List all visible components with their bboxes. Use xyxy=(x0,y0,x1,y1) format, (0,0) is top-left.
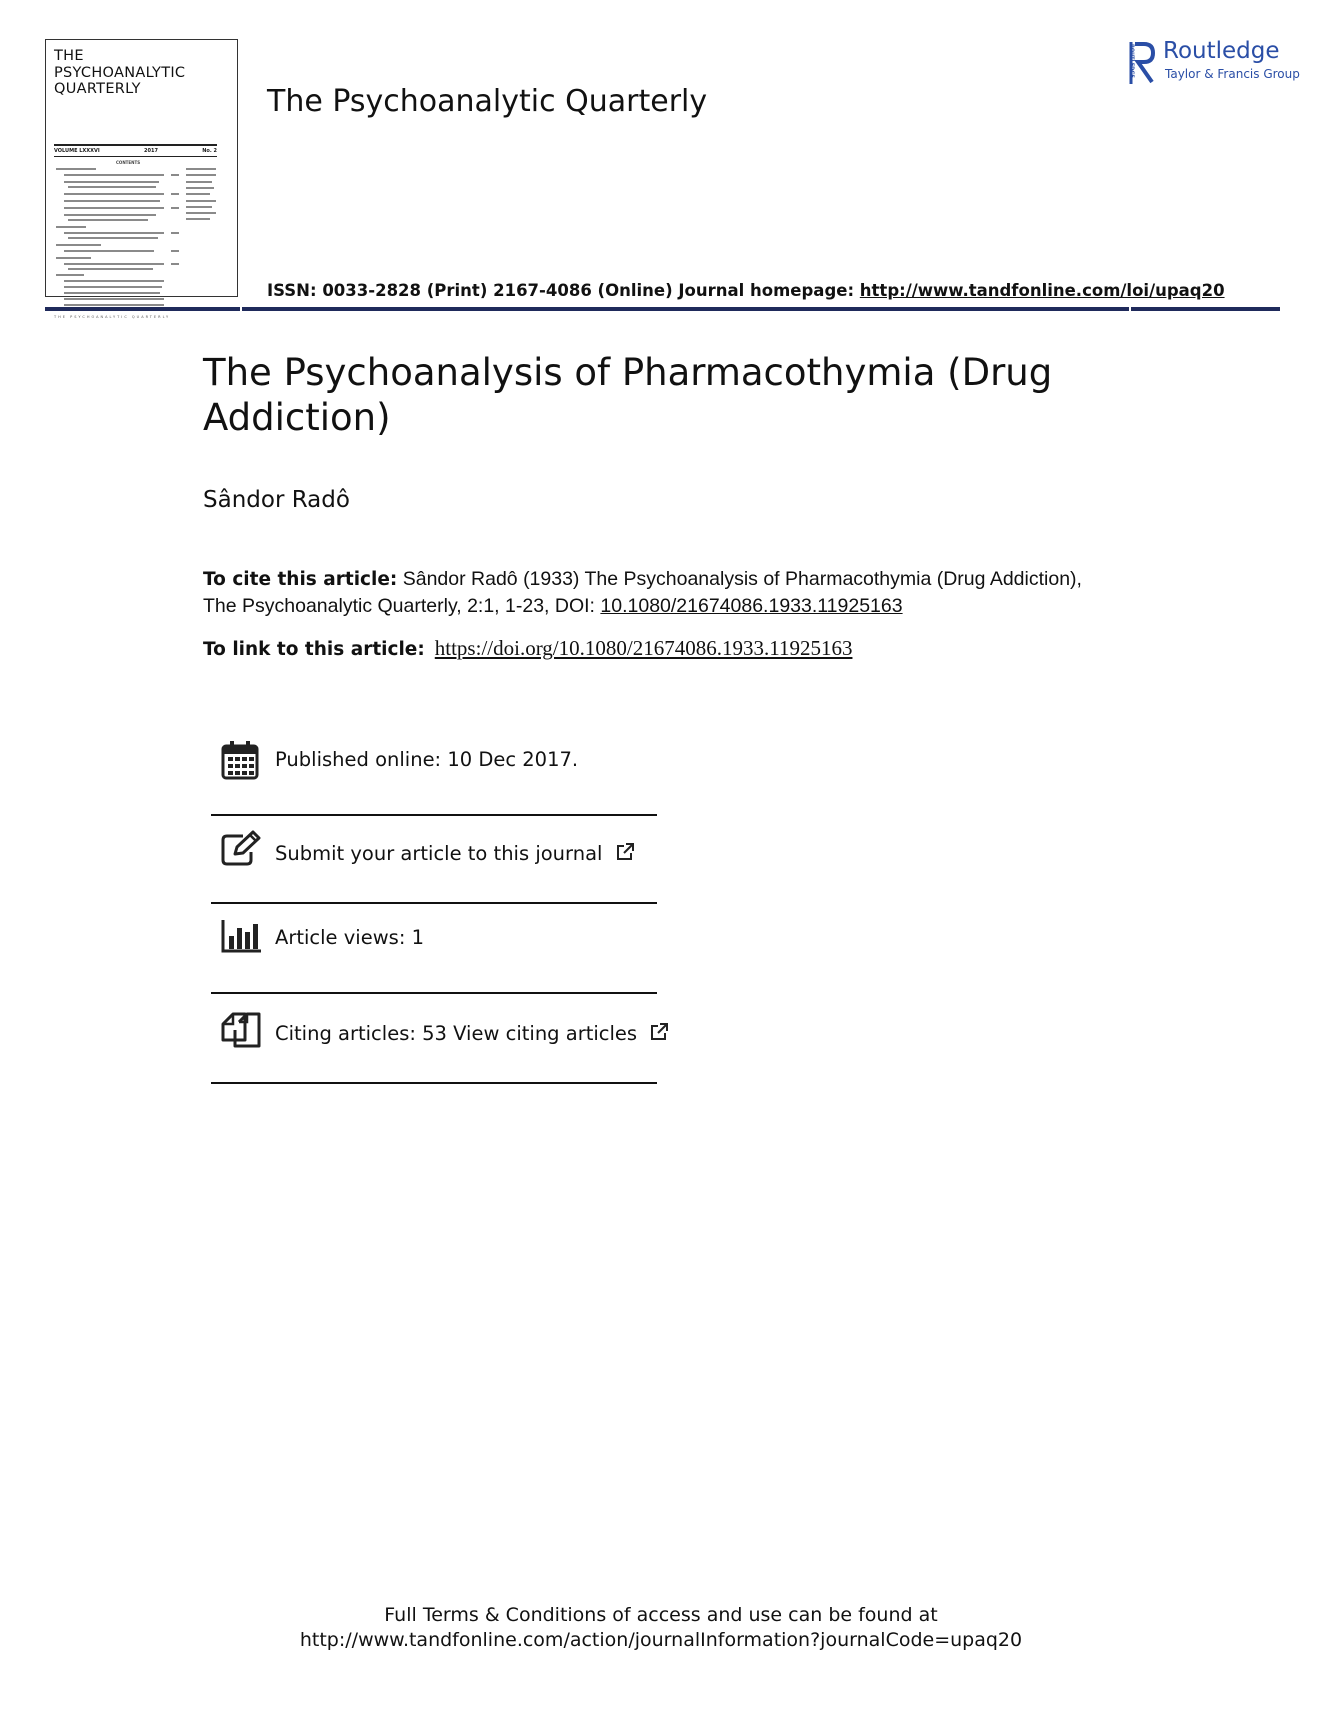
citation-doi-link[interactable]: 10.1080/21674086.1933.11925163 xyxy=(600,595,903,617)
cover-toc-page xyxy=(171,263,179,265)
cover-toc-page xyxy=(171,174,179,176)
published-row xyxy=(211,740,657,784)
divider xyxy=(211,902,657,904)
cover-toc-line xyxy=(56,168,96,170)
cover-editors-line xyxy=(186,187,214,189)
cover-contents-label: CONTENTS xyxy=(116,160,141,165)
cover-toc-line xyxy=(64,200,160,202)
divider xyxy=(211,1082,657,1084)
divider xyxy=(211,814,657,816)
divider xyxy=(211,992,657,994)
routledge-mark-icon xyxy=(1127,40,1157,86)
cover-toc-line xyxy=(64,280,164,282)
article-link-row xyxy=(203,636,852,661)
cover-toc-line xyxy=(68,219,148,221)
cover-toc-line xyxy=(64,232,164,234)
logo-mark-text: ROUTLEDGE xyxy=(1128,44,1135,78)
external-link-icon xyxy=(649,1022,669,1042)
routledge-logo[interactable] xyxy=(1127,38,1300,88)
cover-toc-line xyxy=(64,286,162,288)
cover-toc-line xyxy=(64,298,164,300)
cover-toc-line xyxy=(68,268,153,270)
cover-toc-page xyxy=(171,232,179,234)
journal-name: The Psychoanalytic Quarterly xyxy=(267,84,708,119)
logo-subtitle: Taylor & Francis Group xyxy=(1165,67,1300,81)
cover-toc-page xyxy=(171,207,179,209)
cover-toc-line xyxy=(64,207,164,209)
submit-row[interactable] xyxy=(211,830,657,874)
cover-editors-line xyxy=(186,181,212,183)
citation-block xyxy=(203,566,1203,619)
cover-title xyxy=(54,48,234,98)
cover-footer: THE PSYCHOANALYTIC QUARTERLY xyxy=(54,315,171,319)
cover-toc-line xyxy=(64,304,164,306)
cover-toc-page xyxy=(171,193,179,195)
citing-articles-text: Citing articles: 53 View citing articles xyxy=(275,1022,638,1045)
terms-footer xyxy=(0,1603,1322,1653)
cover-toc-line xyxy=(68,237,158,239)
header-rule-gap xyxy=(240,305,242,313)
external-link-icon xyxy=(615,842,635,862)
cover-toc-line xyxy=(56,257,91,259)
citation-text-line1: Sândor Radô (1933) The Psychoanalysis of Pharmacothymia (Drug Addiction), xyxy=(397,568,1082,590)
citing-row[interactable] xyxy=(211,1008,657,1054)
cover-volume: VOLUME LXXXVI xyxy=(54,148,100,154)
journal-homepage-link[interactable]: http://www.tandfonline.com/loi/upaq20 xyxy=(859,281,1225,300)
views-row xyxy=(211,918,657,962)
cover-toc-page xyxy=(171,250,179,252)
cover-year: 2017 xyxy=(144,148,158,154)
submit-article-link[interactable] xyxy=(275,842,635,865)
article-link-label: To link to this article: xyxy=(203,639,425,660)
cover-editors-line xyxy=(186,193,210,195)
header-rule-gap xyxy=(1129,305,1131,313)
issn-text: ISSN: 0033-2828 (Print) 2167-4086 (Online) Journal homepage: xyxy=(267,281,860,300)
calendar-icon xyxy=(221,740,259,780)
cover-toc-line xyxy=(64,174,164,176)
cover-editors-line xyxy=(186,174,216,176)
cover-toc-line xyxy=(68,186,156,188)
bar-chart-icon xyxy=(221,918,263,954)
article-title: The Psychoanalysis of Pharmacothymia (Drug Addiction) xyxy=(203,351,1053,439)
edit-icon xyxy=(221,830,261,866)
cover-toc-line xyxy=(64,250,154,252)
journal-cover-image xyxy=(45,39,238,319)
header-rule xyxy=(45,307,1280,311)
cover-toc-line xyxy=(56,274,84,276)
cover-editors-line xyxy=(186,212,216,214)
article-doi-url[interactable]: https://doi.org/10.1080/21674086.1933.11925163 xyxy=(434,636,853,660)
cover-rule xyxy=(54,144,217,146)
cover-toc-line xyxy=(64,193,164,195)
cover-editors-line xyxy=(186,168,216,170)
cover-toc-line xyxy=(64,181,159,183)
cover-toc-line xyxy=(56,244,101,246)
submit-article-text: Submit your article to this journal xyxy=(275,842,603,865)
cover-meta xyxy=(54,148,217,154)
cover-toc-line xyxy=(56,226,86,228)
article-views: Article views: 1 xyxy=(275,926,424,949)
issn-line xyxy=(267,281,1225,300)
terms-line: Full Terms & Conditions of access and use can be found at xyxy=(384,1604,938,1626)
cover-title-line: PSYCHOANALYTIC xyxy=(54,64,186,81)
published-date: Published online: 10 Dec 2017. xyxy=(275,748,579,771)
cover-editors-line xyxy=(186,206,212,208)
cover-toc-line xyxy=(64,263,164,265)
copy-pages-icon xyxy=(221,1008,261,1048)
citation-label: To cite this article: xyxy=(203,569,398,590)
cover-number: No. 2 xyxy=(202,148,217,154)
cover-title-line: QUARTERLY xyxy=(54,81,141,97)
cover-editors-line xyxy=(186,200,216,202)
cover-rule xyxy=(54,156,217,157)
citing-articles-link[interactable] xyxy=(275,1022,669,1045)
citation-text-line2: The Psychoanalytic Quarterly, 2:1, 1-23, DOI: xyxy=(203,595,601,617)
cover-title-line: THE xyxy=(54,48,84,64)
terms-url[interactable]: http://www.tandfonline.com/action/journalInformation?journalCode=upaq20 xyxy=(299,1629,1023,1651)
cover-editors-line xyxy=(186,218,210,220)
cover-toc-line xyxy=(64,292,160,294)
article-author: Sândor Radô xyxy=(203,487,350,513)
logo-name: Routledge xyxy=(1163,38,1280,64)
cover-toc-line xyxy=(64,214,156,216)
